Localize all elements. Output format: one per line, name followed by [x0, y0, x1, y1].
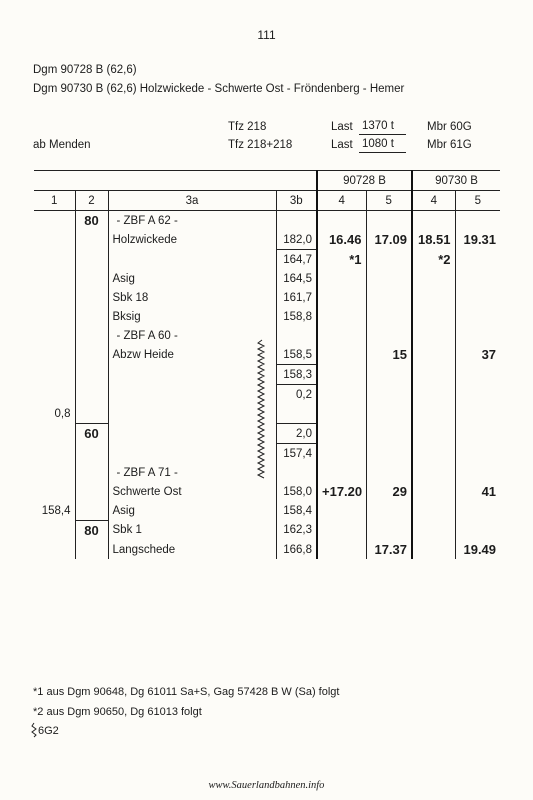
time-90728-dep [366, 211, 412, 231]
time-90728-dep [366, 463, 412, 482]
time-90730-dep: 37 [455, 345, 500, 365]
position-value: 2,0 [276, 424, 317, 444]
time-90728-dep [366, 444, 412, 464]
position-value [276, 211, 317, 231]
position-value [276, 326, 317, 345]
mbr-label-1: Mbr 60G [427, 121, 472, 133]
km-value [34, 424, 75, 444]
position-value: 158,3 [276, 365, 317, 385]
time-90730-arr [412, 326, 455, 345]
wavy-line-marker [256, 340, 268, 480]
time-90728-arr [317, 385, 366, 405]
time-90730-arr [412, 288, 455, 307]
km-value [34, 326, 75, 345]
km-value: 0,8 [54, 407, 71, 420]
speed-value [75, 288, 108, 307]
time-90730-dep [455, 404, 500, 424]
speed-value [75, 540, 108, 559]
time-90730-dep [455, 521, 500, 541]
last-underline-1 [359, 134, 406, 135]
time-90728-dep: 17.09 [366, 230, 412, 250]
wavy-symbol-icon [31, 722, 37, 738]
time-90730-dep: 19.31 [455, 230, 500, 250]
position-value: 164,7 [276, 250, 317, 270]
time-90728-arr [317, 404, 366, 424]
position-value: 182,0 [276, 230, 317, 250]
station-name: - ZBF A 62 - [108, 211, 276, 231]
time-90730-arr [412, 521, 455, 541]
page-number: 111 [257, 28, 276, 42]
time-90730-dep: 41 [455, 482, 500, 501]
time-90730-dep: 19.49 [455, 540, 500, 559]
km-value [34, 521, 75, 541]
col-header: 5 [455, 191, 500, 211]
position-value: 158,4 [276, 501, 317, 521]
station-name: Asig [108, 269, 276, 288]
time-90730-dep [455, 424, 500, 444]
footnote-2: *2 aus Dgm 90650, Dg 61013 folgt [33, 706, 202, 718]
km-value [34, 288, 75, 307]
time-90728-arr [317, 540, 366, 559]
train-number-row [34, 171, 500, 191]
time-90730-arr [412, 385, 455, 405]
watermark: www.Sauerlandbahnen.info [208, 780, 325, 791]
station-name: - ZBF A 60 - [108, 326, 276, 345]
time-90730-dep [455, 250, 500, 270]
time-90730-arr [412, 211, 455, 231]
last-value-2: 1080 t [362, 138, 394, 150]
km-value [34, 307, 75, 326]
col-header: 4 [317, 191, 366, 211]
table-row [34, 211, 500, 231]
table-row [34, 521, 500, 541]
position-value: 157,4 [276, 444, 317, 464]
col-header: 3b [276, 191, 317, 211]
speed-value: 80 [75, 521, 108, 541]
train-number-90730: 90730 B [412, 171, 500, 191]
speed-value [75, 326, 108, 345]
footnote-3: 6G2 [38, 725, 59, 737]
last-value-1: 1370 t [362, 120, 394, 132]
table-row [34, 230, 500, 250]
station-name: Abzw Heide [108, 345, 276, 365]
time-90728-dep [366, 501, 412, 521]
col-header: 5 [366, 191, 412, 211]
position-value: 158,5 [276, 345, 317, 365]
col-header: 4 [412, 191, 455, 211]
time-90728-arr [317, 365, 366, 385]
speed-value [75, 269, 108, 288]
table-row [34, 269, 500, 288]
time-90728-arr [317, 521, 366, 541]
station-name: Asig [108, 501, 276, 521]
tfz-label-1: Tfz 218 [228, 121, 267, 133]
station-name: Schwerte Ost [108, 482, 276, 501]
time-90730-arr [412, 444, 455, 464]
station-name [108, 424, 276, 444]
from-label: ab Menden [33, 139, 91, 151]
speed-value [75, 404, 108, 424]
speed-value [75, 345, 108, 365]
km-value [34, 250, 75, 270]
time-90730-arr [412, 307, 455, 326]
last-underline-2 [359, 152, 406, 153]
time-90730-dep [455, 269, 500, 288]
station-name: Holzwickede [108, 230, 276, 250]
time-90728-dep [366, 404, 412, 424]
time-90728-dep [366, 250, 412, 270]
last-label-2: Last [331, 139, 353, 151]
table-row [34, 307, 500, 326]
time-90730-arr [412, 365, 455, 385]
time-90730-dep [455, 365, 500, 385]
column-header-row [34, 191, 500, 211]
speed-value [75, 463, 108, 482]
table-row [34, 250, 500, 270]
station-name: - ZBF A 71 - [108, 463, 276, 482]
train-number-90728: 90728 B [317, 171, 412, 191]
time-90728-arr [317, 463, 366, 482]
time-90730-arr [412, 404, 455, 424]
km-value [34, 269, 75, 288]
mbr-label-2: Mbr 61G [427, 139, 472, 151]
station-name: Bksig [108, 307, 276, 326]
time-90728-arr [317, 326, 366, 345]
time-90728-arr [317, 211, 366, 231]
time-90728-arr [317, 444, 366, 464]
speed-value: 60 [75, 424, 108, 444]
km-value [34, 385, 75, 405]
station-name: Sbk 18 [108, 288, 276, 307]
time-90728-dep: 15 [366, 345, 412, 365]
speed-value [75, 385, 108, 405]
time-90730-arr [412, 269, 455, 288]
time-90730-dep [455, 211, 500, 231]
table-row [34, 540, 500, 559]
time-90728-dep: 17.37 [366, 540, 412, 559]
time-90728-arr [317, 424, 366, 444]
time-90728-arr: *1 [317, 250, 366, 270]
km-value: 158,4 [41, 504, 71, 517]
station-name [108, 385, 276, 405]
col-header: 2 [75, 191, 108, 211]
table-row [34, 288, 500, 307]
time-90730-dep [455, 444, 500, 464]
station-name [108, 404, 276, 424]
time-90728-dep [366, 307, 412, 326]
speed-value: 80 [75, 211, 108, 231]
table-row [34, 501, 500, 521]
time-90728-arr [317, 501, 366, 521]
col-header: 3a [108, 191, 276, 211]
time-90728-arr: +17.20 [317, 482, 366, 501]
time-90730-arr [412, 463, 455, 482]
time-90728-dep [366, 269, 412, 288]
position-value: 158,0 [276, 482, 317, 501]
station-name: Sbk 1 [108, 521, 276, 541]
time-90728-dep [366, 521, 412, 541]
time-90730-dep [455, 463, 500, 482]
time-90730-arr [412, 501, 455, 521]
station-name [108, 365, 276, 385]
position-value: 158,8 [276, 307, 317, 326]
km-value [34, 365, 75, 385]
time-90728-arr [317, 307, 366, 326]
station-name [108, 250, 276, 270]
time-90730-arr [412, 540, 455, 559]
station-name: Langschede [108, 540, 276, 559]
station-name [108, 444, 276, 464]
last-label-1: Last [331, 121, 353, 133]
time-90730-dep [455, 501, 500, 521]
position-value: 162,3 [276, 521, 317, 541]
time-90730-arr [412, 482, 455, 501]
km-value [34, 211, 75, 231]
position-value [276, 404, 317, 424]
time-90728-dep [366, 288, 412, 307]
km-value [34, 230, 75, 250]
position-value: 166,8 [276, 540, 317, 559]
position-value: 164,5 [276, 269, 317, 288]
train-title-2: Dgm 90730 B (62,6) Holzwickede - Schwerte Ost - Fröndenberg - Hemer [33, 83, 405, 95]
time-90728-dep [366, 385, 412, 405]
footnote-1: *1 aus Dgm 90648, Dg 61011 Sa+S, Gag 57428 B W (Sa) folgt [33, 686, 340, 698]
time-90730-dep [455, 288, 500, 307]
time-90730-arr [412, 345, 455, 365]
time-90728-dep [366, 326, 412, 345]
speed-value [75, 501, 108, 521]
train-title-1: Dgm 90728 B (62,6) [33, 64, 137, 76]
km-value [34, 482, 75, 501]
table-row [34, 482, 500, 501]
speed-value [75, 250, 108, 270]
time-90730-dep [455, 307, 500, 326]
speed-value [75, 307, 108, 326]
position-value: 161,7 [276, 288, 317, 307]
speed-value [75, 230, 108, 250]
time-90728-dep: 29 [366, 482, 412, 501]
time-90730-dep [455, 326, 500, 345]
speed-value [75, 482, 108, 501]
tfz-label-2: Tfz 218+218 [228, 139, 293, 151]
time-90730-arr [412, 424, 455, 444]
time-90728-dep [366, 365, 412, 385]
time-90728-arr [317, 345, 366, 365]
time-90728-arr [317, 288, 366, 307]
time-90728-arr [317, 269, 366, 288]
km-value [34, 463, 75, 482]
position-value: 0,2 [276, 385, 317, 405]
km-value [34, 540, 75, 559]
col-header: 1 [34, 191, 75, 211]
time-90730-arr: 18.51 [412, 230, 455, 250]
speed-value [75, 365, 108, 385]
position-value [276, 463, 317, 482]
time-90730-dep [455, 385, 500, 405]
time-90730-arr: *2 [412, 250, 455, 270]
time-90728-dep [366, 424, 412, 444]
km-value [34, 345, 75, 365]
time-90728-arr: 16.46 [317, 230, 366, 250]
speed-value [75, 444, 108, 464]
km-value [34, 444, 75, 464]
